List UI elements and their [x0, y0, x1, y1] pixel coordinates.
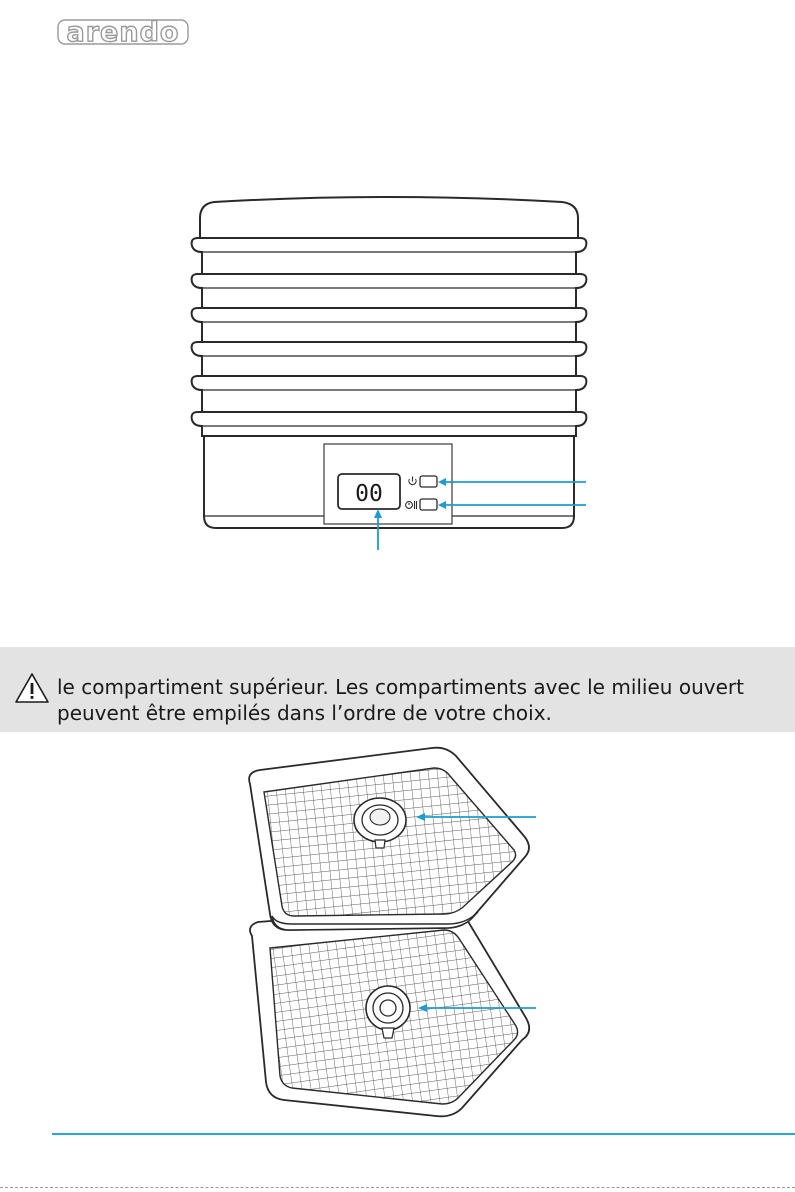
dehydrator-illustration [176, 154, 600, 576]
dehydrator-lid [200, 197, 578, 238]
power-button[interactable] [420, 476, 437, 487]
arendo-logo [56, 16, 192, 48]
crop-line [0, 1187, 795, 1188]
warning-triangle-icon [14, 671, 50, 705]
tray-open-center [250, 908, 529, 1117]
warning-text [57, 674, 777, 726]
display-value: 00 [355, 481, 383, 507]
timer-button[interactable] [420, 499, 437, 510]
footer-rule [52, 1133, 795, 1135]
logo-text: arendo [66, 17, 180, 48]
warning-line-2: peuvent être empilés dans l’ordre de votre choix. [57, 701, 552, 725]
tray-stack [192, 238, 587, 436]
trays-illustration [244, 744, 536, 1118]
warning-line-1: le compartiment supérieur. Les compartiments avec le milieu ouvert [57, 675, 744, 699]
tray-closed-center [249, 748, 529, 930]
control-panel [324, 444, 452, 524]
